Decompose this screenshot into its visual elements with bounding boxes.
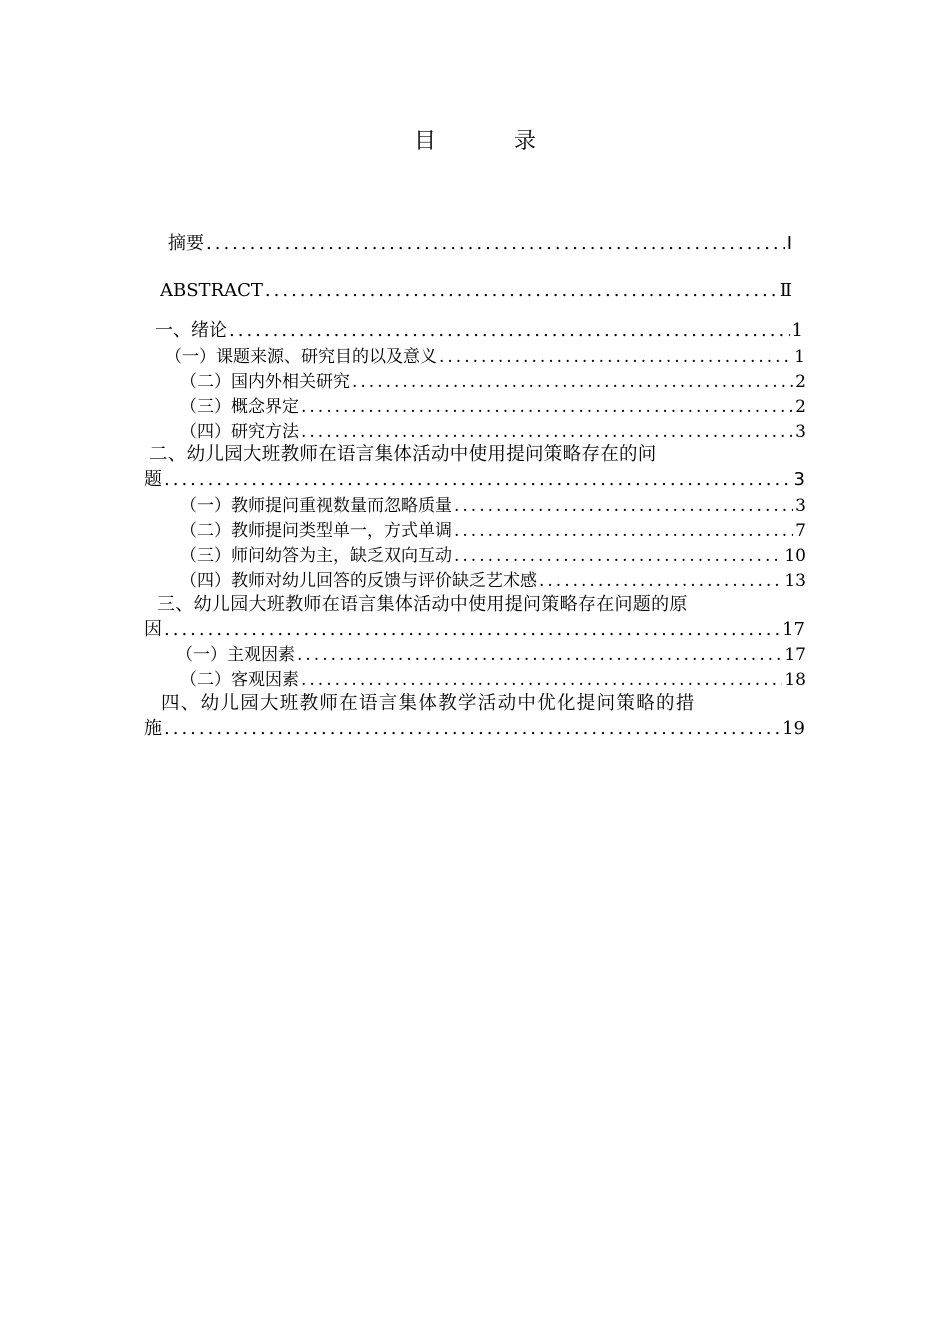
toc-leader-dots — [206, 233, 785, 254]
toc-leader-dots — [539, 571, 782, 591]
toc-page-number: 19 — [782, 718, 805, 739]
toc-page-number: 13 — [784, 571, 806, 591]
toc-entry-chapter-4[interactable] — [144, 714, 805, 740]
toc-page-number: Ⅱ — [779, 280, 792, 301]
toc-leader-dots — [164, 469, 792, 490]
toc-leader-dots — [454, 496, 793, 516]
toc-label: （一）教师提问重视数量而忽略质量 — [180, 496, 452, 516]
toc-label: （四）教师对幼儿回答的反馈与评价缺乏艺术感 — [180, 571, 537, 591]
toc-page-number: 17 — [782, 619, 805, 640]
toc-entry-section-2-3[interactable] — [180, 541, 806, 566]
toc-page-number: 10 — [784, 546, 806, 566]
toc-label: （二）教师提问类型单一，方式单调 — [180, 521, 452, 541]
toc-leader-dots — [454, 546, 782, 566]
toc-label: （三）师问幼答为主，缺乏双向互动 — [180, 546, 452, 566]
toc-entry-chapter-4-line1[interactable]: 四、幼儿园大班教师在语言集体教学活动中优化提问策略的措 — [161, 693, 696, 714]
toc-label: ABSTRACT — [160, 280, 263, 301]
toc-entry-chapter-2-line1[interactable]: 二、幼儿园大班教师在语言集体活动中使用提问策略存在的问 — [149, 444, 657, 465]
toc-entry-section-3-1[interactable] — [176, 640, 806, 665]
toc-leader-dots — [164, 619, 780, 640]
toc-page-number: 3 — [793, 469, 805, 490]
toc-page-number: 2 — [795, 372, 806, 392]
toc-entry-abstract-en[interactable] — [160, 280, 792, 301]
toc-entry-abstract-cn[interactable] — [168, 229, 792, 255]
toc-leader-dots — [352, 372, 793, 392]
toc-page-number: 1 — [791, 320, 803, 341]
toc-page-number: Ⅰ — [786, 233, 792, 254]
toc-page-number: 17 — [784, 645, 806, 665]
toc-entry-chapter-3-line1[interactable]: 三、幼儿园大班教师在语言集体活动中使用提问策略存在问题的原 — [157, 594, 688, 615]
toc-leader-dots — [265, 280, 778, 301]
toc-label: （一）课题来源、研究目的以及意义 — [165, 347, 437, 367]
toc-entry-chapter-2[interactable] — [144, 465, 805, 491]
toc-label: 题 — [144, 469, 162, 490]
toc-leader-dots — [301, 670, 782, 690]
toc-page-number: 18 — [784, 670, 806, 690]
toc-label: （一）主观因素 — [176, 645, 295, 665]
toc-entry-section-2-4[interactable] — [180, 566, 806, 591]
toc-entry-section-1-4[interactable] — [180, 417, 806, 442]
toc-entry-section-3-2[interactable] — [180, 665, 806, 690]
toc-entry-section-2-2[interactable] — [180, 516, 806, 541]
toc-label: 施 — [144, 718, 162, 739]
toc-label: 一、绪论 — [155, 320, 227, 341]
toc-page-number: 7 — [795, 521, 806, 541]
toc-label: 因 — [144, 619, 162, 640]
toc-label: （三）概念界定 — [180, 397, 299, 417]
toc-leader-dots — [439, 347, 792, 367]
toc-entry-chapter-1[interactable] — [155, 316, 803, 342]
toc-leader-dots — [229, 320, 790, 341]
toc-entry-section-1-1[interactable] — [165, 342, 805, 367]
toc-entry-chapter-3[interactable] — [144, 615, 805, 641]
toc-page-number: 2 — [795, 397, 806, 417]
toc-label: （二）客观因素 — [180, 670, 299, 690]
toc-entry-section-1-2[interactable] — [180, 367, 806, 392]
toc-label: （四）研究方法 — [180, 422, 299, 442]
page-title: 目 录 — [413, 129, 564, 154]
toc-entry-section-1-3[interactable] — [180, 392, 806, 417]
toc-label: 摘要 — [168, 233, 204, 254]
toc-page-number: 3 — [795, 422, 806, 442]
toc-page-number: 1 — [794, 347, 805, 367]
toc-leader-dots — [297, 645, 782, 665]
toc-entry-section-2-1[interactable] — [180, 491, 806, 516]
toc-leader-dots — [164, 718, 780, 739]
toc-leader-dots — [454, 521, 793, 541]
toc-label: （二）国内外相关研究 — [180, 372, 350, 392]
toc-leader-dots — [301, 397, 793, 417]
toc-page-number: 3 — [795, 496, 806, 516]
toc-leader-dots — [301, 422, 793, 442]
